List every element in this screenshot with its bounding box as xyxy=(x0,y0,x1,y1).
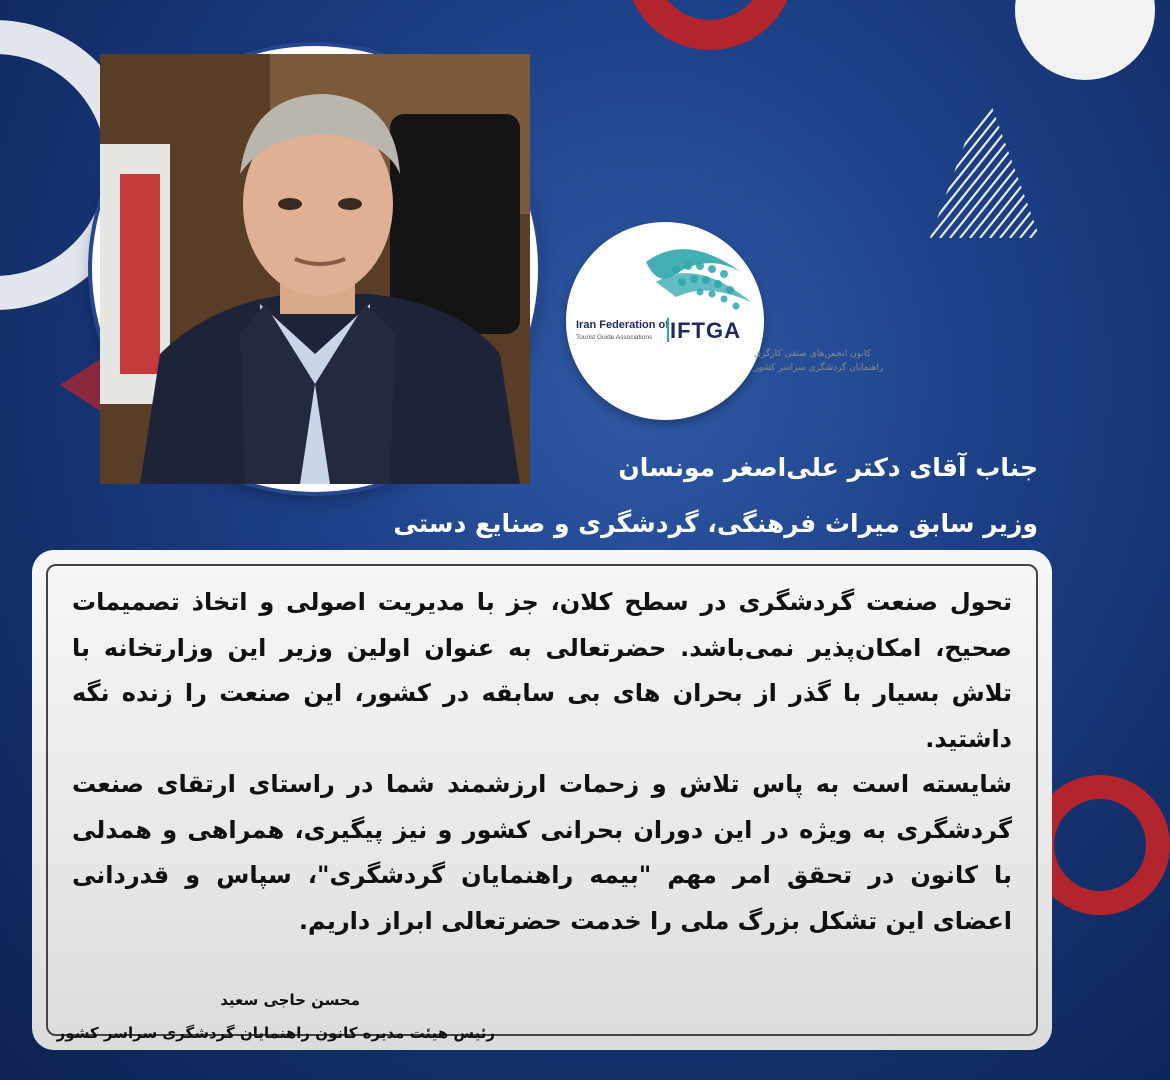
honoree-subtitle: وزیر سابق میراث فرهنگی، گردشگری و صنایع دستی xyxy=(393,509,1038,538)
iftga-logo-mark xyxy=(566,222,884,420)
portrait-illustration xyxy=(100,54,530,484)
decorative-triangle-lines xyxy=(930,88,1040,238)
message-body xyxy=(72,580,1012,944)
message-card xyxy=(32,550,1052,1050)
logo-persian-line2: راهنمایان گردشگری سراسر کشور xyxy=(754,363,884,373)
logo-english-name: Iran Federation of xyxy=(576,319,669,331)
logo-brand: IFTGA xyxy=(670,318,741,343)
portrait-frame xyxy=(92,46,538,492)
iftga-logo xyxy=(566,222,884,420)
honoree-title: جناب آقای دکتر علی‌اصغر مونسان xyxy=(618,453,1038,482)
logo-english-sub: Tourist Guide Associations xyxy=(576,334,653,341)
signature-role: رئیس هیئت مدیره کانون راهنمایان گردشگری سراسر کشور xyxy=(56,1024,495,1042)
caption xyxy=(338,440,1038,552)
signature-name: محسن حاجی سعید xyxy=(220,991,360,1009)
message-paragraph-2: شایسته است به پاس تلاش و زحمات ارزشمند شما در راستای ارتقای صنعت گردشگری به ویژه در این دوران بحرانی کشور و نیز پیگیری، همراهی و همدلی با کانون در تحقق امر مهم "بیمه راهنمایان گردشگری"، سپاس و قدردانی اعضای این تشکل بزرگ ملی را خدمت حضرتعالی ابراز داریم. xyxy=(72,770,1012,935)
signature xyxy=(25,985,495,1051)
message-paragraph-1: تحول صنعت گردشگری در سطح کلان، جز با مدیریت اصولی و اتخاذ تصمیمات صحیح، امکان‌پذیر نمی‌باشد. حضرتعالی به عنوان اولین وزیر این وزارتخانه با تلاش بسیار با گذر از بحران های بی سابقه در کشور، این صنعت را زنده نگه داشتید. xyxy=(72,588,1012,753)
decorative-circle-white xyxy=(1015,0,1155,80)
logo-persian-line1: کانون انجمن‌های صنفی کارگری xyxy=(754,349,871,359)
portrait-photo xyxy=(100,54,530,484)
decorative-ring-red-top xyxy=(625,0,795,50)
